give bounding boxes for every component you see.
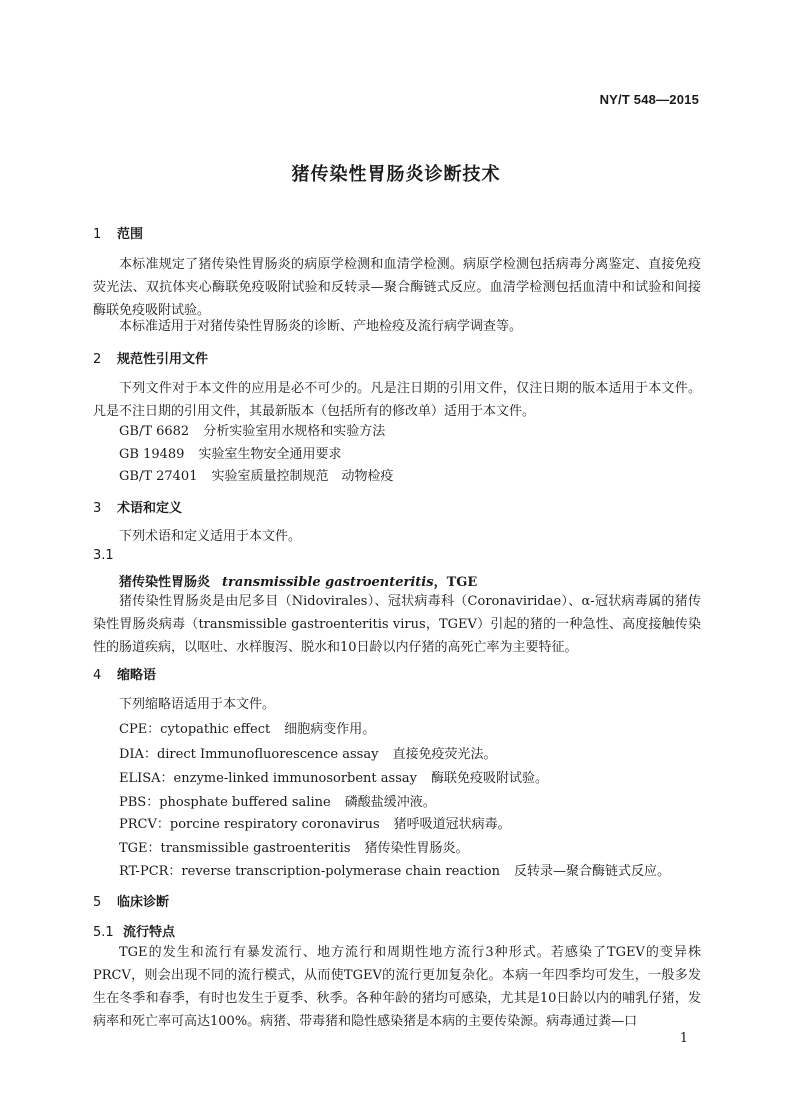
- reference-item: [119, 443, 341, 462]
- abbreviation-cn: 酶联免疫吸附试验。: [430, 771, 548, 786]
- section-5-heading: [93, 891, 169, 910]
- section-5-1-paragraph: TGE的发生和流行有暴发流行、地方流行和周期性地方流行3种形式。若感染了TGEV的变异株PRCV，则会出现不同的流行模式，从而使TGEV的流行更加复杂化。本病一年四季均可发生，一般多发生在冬季和春季，有时也发生于夏季、秋季。各种年龄的猪均可感染，尤其是10日龄以内的哺乳仔猪，发病率和死亡率可高达100%。病猪、带毒猪和隐性感染猪是本病的主要传染源。病毒通过粪—口: [93, 945, 701, 1029]
- abbreviation-item: [119, 791, 436, 810]
- subsection-number: 3.1: [93, 548, 114, 563]
- reference-item: [119, 465, 394, 484]
- standard-code: NY/T 548—2015: [599, 92, 699, 107]
- reference-item: [119, 420, 385, 439]
- section-title: 术语和定义: [117, 501, 183, 516]
- abbreviation-en: CPE：cytopathic effect: [119, 722, 271, 737]
- abbreviation-en: PBS：phosphate buffered saline: [119, 795, 331, 810]
- section-4-paragraph-1: 下列缩略语适用于本文件。: [119, 697, 276, 712]
- term-heading: [119, 571, 477, 590]
- reference-title: 实验室质量控制规范 动物检疫: [211, 469, 394, 484]
- subsection-3-1-number: [93, 548, 114, 563]
- abbreviation-en: ELISA：enzyme-linked immunosorbent assay: [119, 771, 417, 786]
- term-en: transmissible gastroenteritis: [222, 575, 434, 590]
- section-3-paragraph-1: 下列术语和定义适用于本文件。: [119, 529, 302, 544]
- section-number: 5: [93, 895, 102, 910]
- subsection-title: 流行特点: [123, 925, 176, 940]
- reference-title: 实验室生物安全通用要求: [198, 447, 342, 462]
- section-2-paragraph-1: 下列文件对于本文件的应用是必不可少的。凡是注日期的引用文件，仅注日期的版本适用于本文件。凡是不注日期的引用文件，其最新版本（包括所有的修改单）适用于本文件。: [93, 381, 701, 419]
- abbreviation-cn: 猪呼吸道冠状病毒。: [393, 817, 511, 832]
- section-number: 4: [93, 668, 102, 683]
- subsection-number: 5.1: [93, 925, 114, 940]
- section-number: 3: [93, 501, 102, 516]
- abbreviation-item: [119, 860, 670, 879]
- abbreviation-item: [119, 837, 469, 856]
- section-title: 规范性引用文件: [117, 352, 209, 367]
- abbreviation-cn: 细胞病变作用。: [284, 722, 376, 737]
- abbreviation-en: DIA：direct Immunofluorescence assay: [119, 747, 379, 762]
- term-cn: 猪传染性胃肠炎: [119, 575, 211, 590]
- abbreviation-item: [119, 767, 548, 786]
- subsection-5-1-heading: [93, 921, 175, 940]
- abbreviation-cn: 磷酸盐缓冲液。: [344, 795, 436, 810]
- section-title: 临床诊断: [117, 895, 170, 910]
- term-abbr: ，TGE: [433, 575, 478, 590]
- page-title: 猪传染性胃肠炎诊断技术: [291, 164, 501, 185]
- section-1-heading: [93, 223, 143, 242]
- abbreviation-cn: 反转录—聚合酶链式反应。: [514, 864, 671, 879]
- section-1-paragraph-1: 本标准规定了猪传染性胃肠炎的病原学检测和血清学检测。病原学检测包括病毒分离鉴定、直接免疫荧光法、双抗体夹心酶联免疫吸附试验和反转录—聚合酶链式反应。血清学检测包括血清中和试验和间接酶联免疫吸附试验。: [93, 257, 701, 318]
- section-2-heading: [93, 348, 208, 367]
- abbreviation-item: [119, 813, 511, 832]
- abbreviation-item: [119, 718, 375, 737]
- section-title: 缩略语: [117, 668, 157, 683]
- abbreviation-en: PRCV：porcine respiratory coronavirus: [119, 817, 380, 832]
- abbreviation-item: [119, 743, 496, 762]
- section-1-paragraph-2: 本标准适用于对猪传染性胃肠炎的诊断、产地检疫及流行病学调查等。: [119, 319, 523, 334]
- abbreviation-en: RT-PCR：reverse transcription-polymerase chain reaction: [119, 864, 500, 879]
- reference-code: GB/T 6682: [119, 424, 190, 439]
- reference-code: GB/T 27401: [119, 469, 198, 484]
- abbreviation-cn: 直接免疫荧光法。: [392, 747, 497, 762]
- section-number: 1: [93, 227, 102, 242]
- reference-code: GB 19489: [119, 447, 185, 462]
- section-title: 范围: [117, 227, 144, 242]
- term-definition: 猪传染性胃肠炎是由尼多目（Nidovirales）、冠状病毒科（Coronaviridae）、α-冠状病毒属的猪传染性胃肠炎病毒（transmissible gastroenteritis virus，TGEV）引起的猪的一种急性、高度接触传染性的肠道疾病，以呕吐、水样腹泻、脱水和10日龄以内仔猪的高死亡率为主要特征。: [93, 594, 701, 655]
- reference-title: 分析实验室用水规格和实验方法: [203, 424, 386, 439]
- abbreviation-en: TGE：transmissible gastroenteritis: [119, 841, 351, 856]
- section-4-heading: [93, 664, 156, 683]
- section-number: 2: [93, 352, 102, 367]
- page-number: 1: [679, 1031, 688, 1046]
- section-3-heading: [93, 497, 182, 516]
- abbreviation-cn: 猪传染性胃肠炎。: [364, 841, 469, 856]
